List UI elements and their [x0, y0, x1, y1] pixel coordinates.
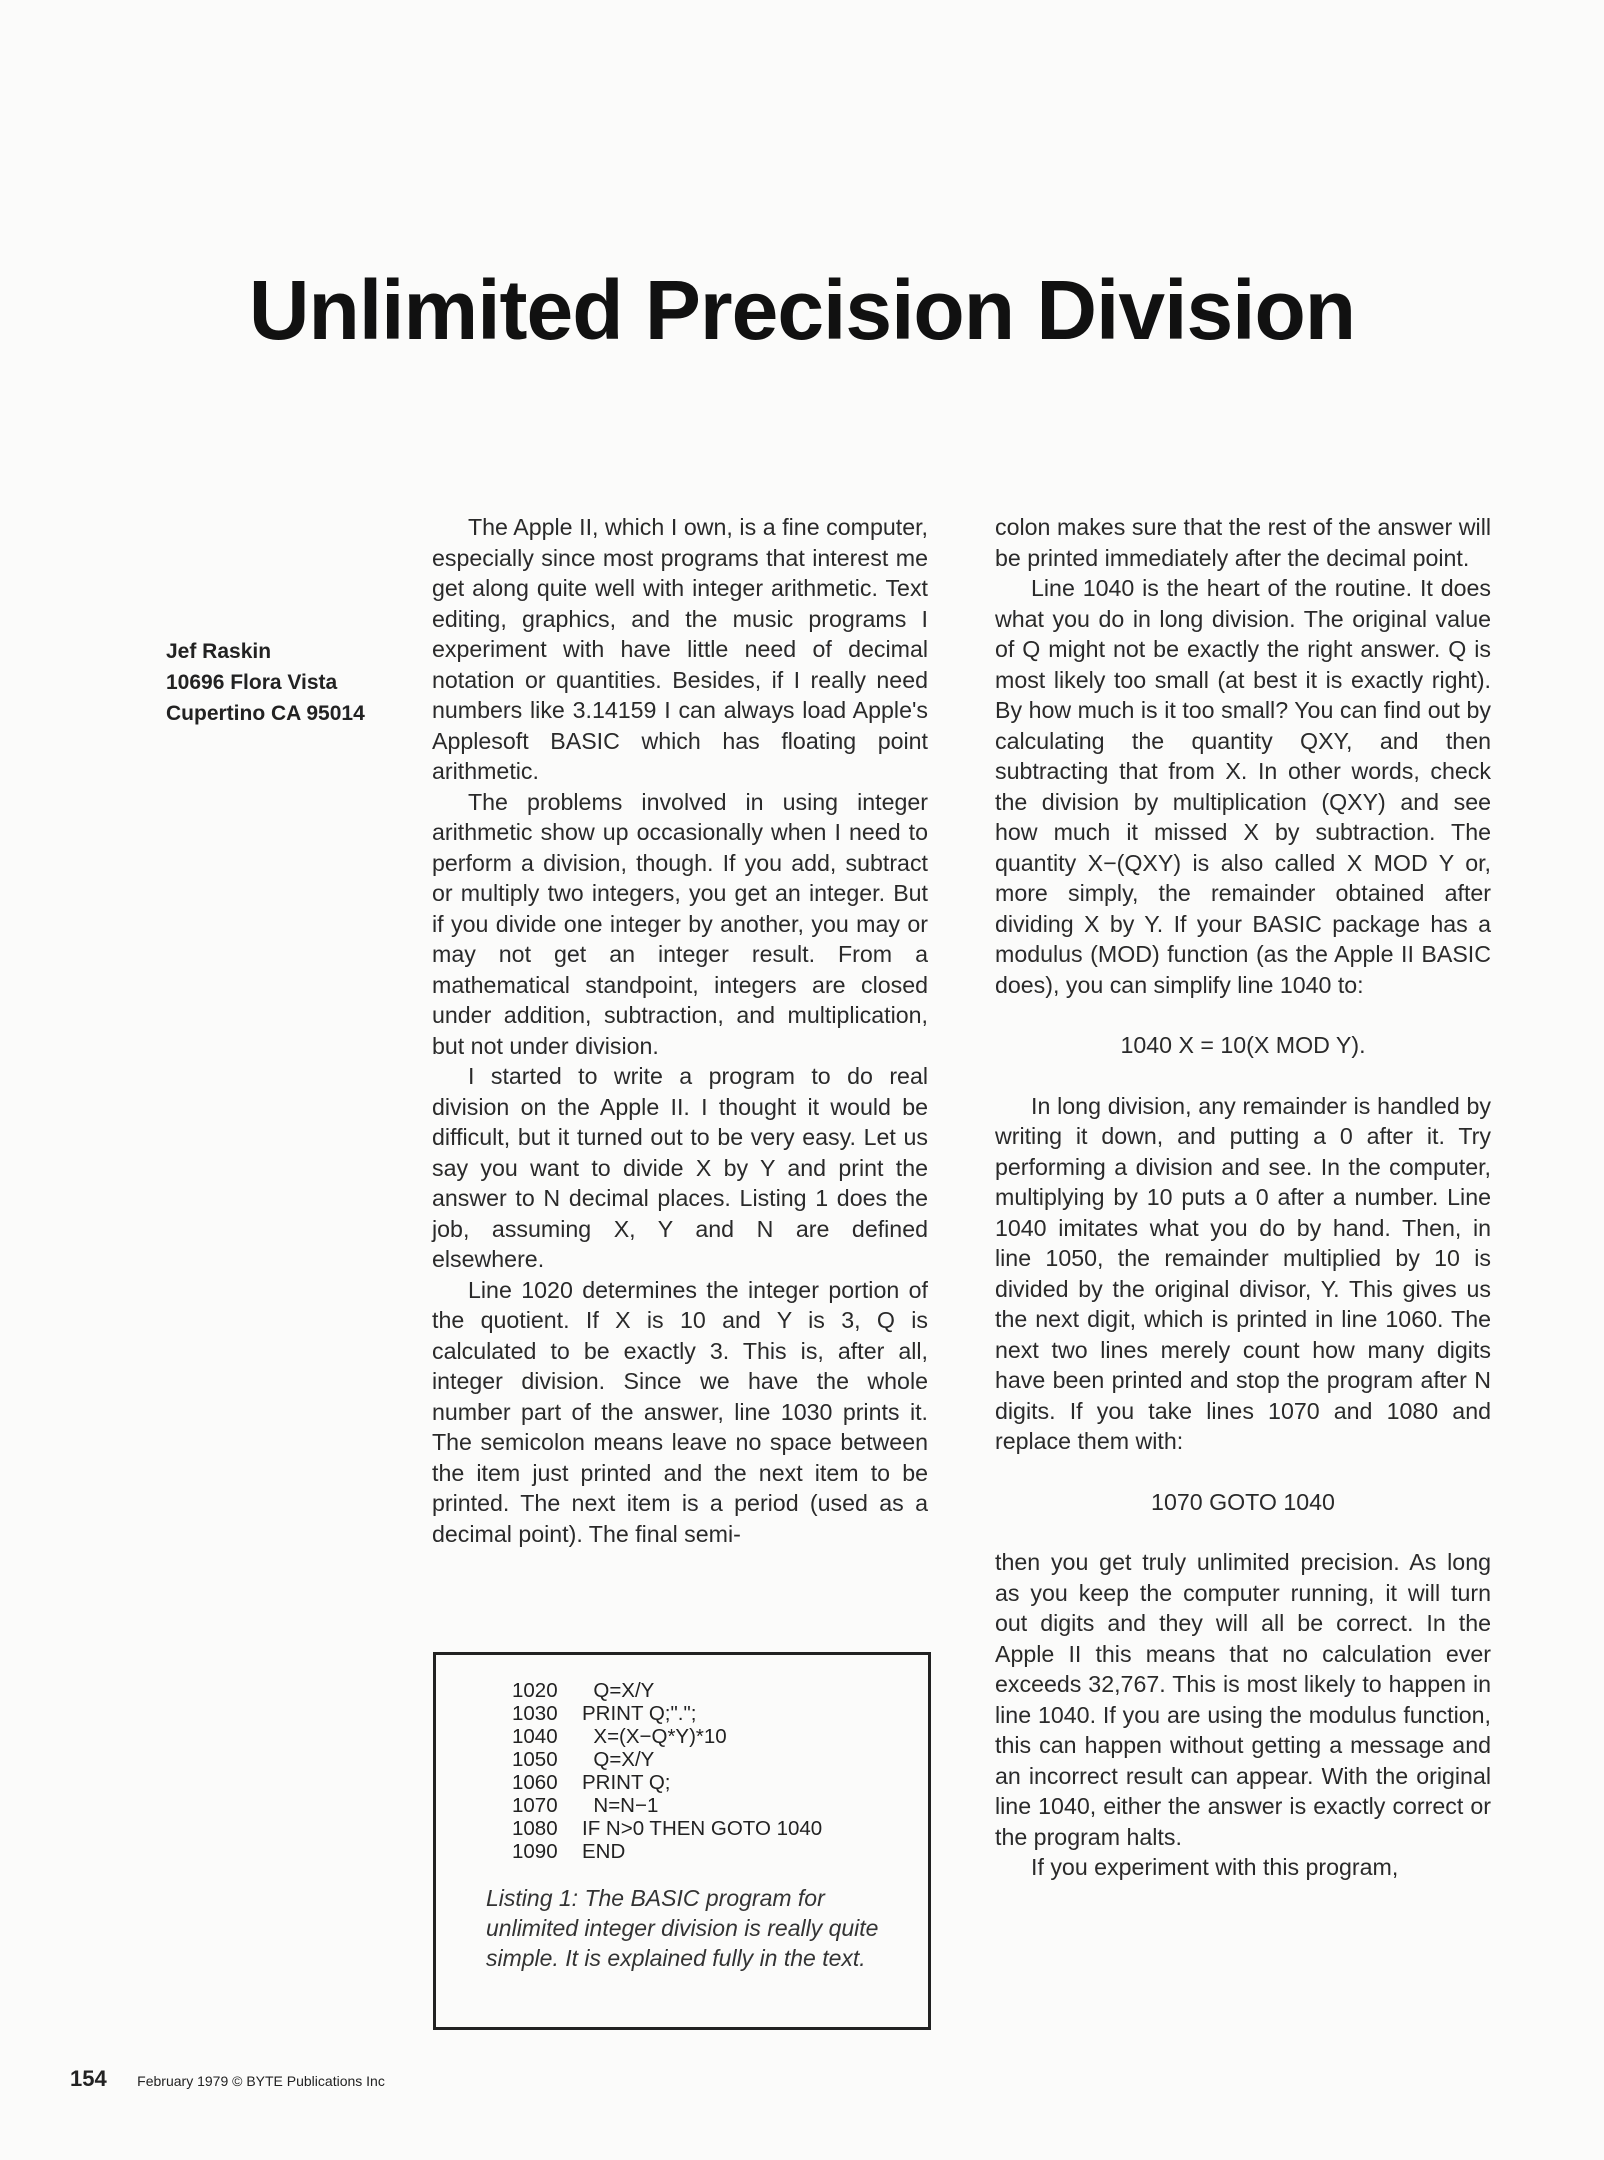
line-number: 1070 — [512, 1794, 558, 1817]
code-line — [512, 1725, 822, 1748]
paragraph: Line 1040 is the heart of the routine. It does what you do in long division. The original value of Q might not be exactly the right answer. Q is most likely too small (at best it is exactly right). By how much is it too small? You can find out by calculating the quantity QXY, and then subtracting that from X. In other words, check the division by multiplication (QXY) and see how much it missed X by subtraction. The quantity X−(QXY) is also called X MOD Y or, more simply, the remainder obtained after dividing X by Y. If your BASIC package has a modulus (MOD) function (as the Apple II BASIC does), you can simplify line 1040 to: — [995, 575, 1491, 998]
author-city: Cupertino CA 95014 — [166, 702, 365, 725]
page-number: 154 — [70, 2066, 107, 2091]
paragraph: I started to write a program to do real division on the Apple II. I thought it would be difficult, but it turned out to be very easy. Let us say you want to divide X by Y and print the answer to N decimal places. Listing 1 does the job, assuming X, Y and N are defined elsewhere. — [432, 1063, 928, 1272]
line-number: 1060 — [512, 1771, 558, 1794]
code-line — [512, 1679, 822, 1702]
publication-info: February 1979 © BYTE Publications Inc — [137, 2073, 385, 2089]
author-street: 10696 Flora Vista — [166, 671, 338, 694]
code-listing — [512, 1679, 822, 1863]
page-footer — [70, 2066, 385, 2092]
paragraph: If you experiment with this program, — [1031, 1854, 1399, 1880]
line-number: 1080 — [512, 1817, 558, 1840]
line-number: 1040 — [512, 1725, 558, 1748]
text-column-middle — [432, 512, 928, 1549]
code-text: PRINT Q; — [582, 1771, 671, 1794]
listing-caption: Listing 1: The BASIC program for unlimited integer division is really quite simple. It is explained fully in the text. — [486, 1885, 879, 1971]
text-column-right — [995, 512, 1491, 1883]
code-line — [512, 1840, 822, 1863]
author-name: Jef Raskin — [166, 640, 272, 663]
code-text: END — [582, 1840, 626, 1863]
code-line — [512, 1817, 822, 1840]
article-title: Unlimited Precision Division — [248, 263, 1356, 357]
code-text: N=N−1 — [582, 1794, 659, 1817]
code-line — [512, 1771, 822, 1794]
code-text: IF N>0 THEN GOTO 1040 — [582, 1817, 823, 1840]
line-number: 1030 — [512, 1702, 558, 1725]
line-number: 1020 — [512, 1679, 558, 1702]
code-line — [512, 1748, 822, 1771]
code-line — [512, 1702, 822, 1725]
listing-box — [433, 1652, 931, 2030]
line-number: 1090 — [512, 1840, 558, 1863]
paragraph: In long division, any remainder is handled by writing it down, and putting a 0 after it. Try performing a division and see. In the computer, multiplying by 10 puts a 0 after a number. Line 1040 imitates what you do by hand. Then, in line 1050, the remainder multiplied by 10 is divided by the original divisor, Y. This gives us the next digit, which is printed in line 1060. The next two lines merely count how many digits have been printed and stop the program after N digits. If you take lines 1070 and 1080 and replace them with: — [995, 1092, 1491, 1454]
author-block — [166, 636, 365, 729]
code-text: Q=X/Y — [582, 1679, 655, 1702]
paragraph: then you get truly unlimited precision. As long as you keep the computer running, it will turn out digits and they will all be correct. In the Apple II this means that no calculation ever exceeds 32,767. This is most likely to happen in line 1040. If you are using the modulus function, this can happen without getting a message and an incorrect result can appear. With the original line 1040, either the answer is exactly correct or the program halts. — [995, 1549, 1491, 1850]
code-line — [512, 1794, 822, 1817]
paragraph: The problems involved in using integer arithmetic show up occasionally when I need to perform a division, though. If you add, subtract or multiply two integers, you get an integer. But if you divide one integer by another, you may or may not get an integer result. From a mathematical standpoint, integers are closed under addition, subtraction, and multiplication, but not under division. — [432, 788, 928, 1059]
line-number: 1050 — [512, 1748, 558, 1771]
equation: 1040 X = 10(X MOD Y). — [1120, 1032, 1366, 1058]
equation: 1070 GOTO 1040 — [1151, 1488, 1335, 1515]
paragraph: Line 1020 determines the integer portion of the quotient. If X is 10 and Y is 3, Q is calculated to be exactly 3. This is, after all, integer division. Since we have the whole number part of the answer, line 1030 prints it. The semicolon means leave no space between the item just printed and the next item to be printed. The next item is a period (used as a decimal point). The final semi- — [432, 1276, 928, 1547]
code-text: Q=X/Y — [582, 1748, 655, 1771]
paragraph: The Apple II, which I own, is a fine computer, especially since most programs that interest me get along quite well with integer arithmetic. Text editing, graphics, and the music programs I experiment with have little need of decimal notation or quantities. Besides, if I really need numbers like 3.14159 I can always load Apple's Applesoft BASIC which has floating point arithmetic. — [432, 514, 928, 784]
code-text: X=(X−Q*Y)*10 — [582, 1725, 727, 1748]
paragraph: colon makes sure that the rest of the answer will be printed immediately after the decimal point. — [995, 514, 1491, 571]
code-text: PRINT Q;"."; — [582, 1702, 697, 1725]
